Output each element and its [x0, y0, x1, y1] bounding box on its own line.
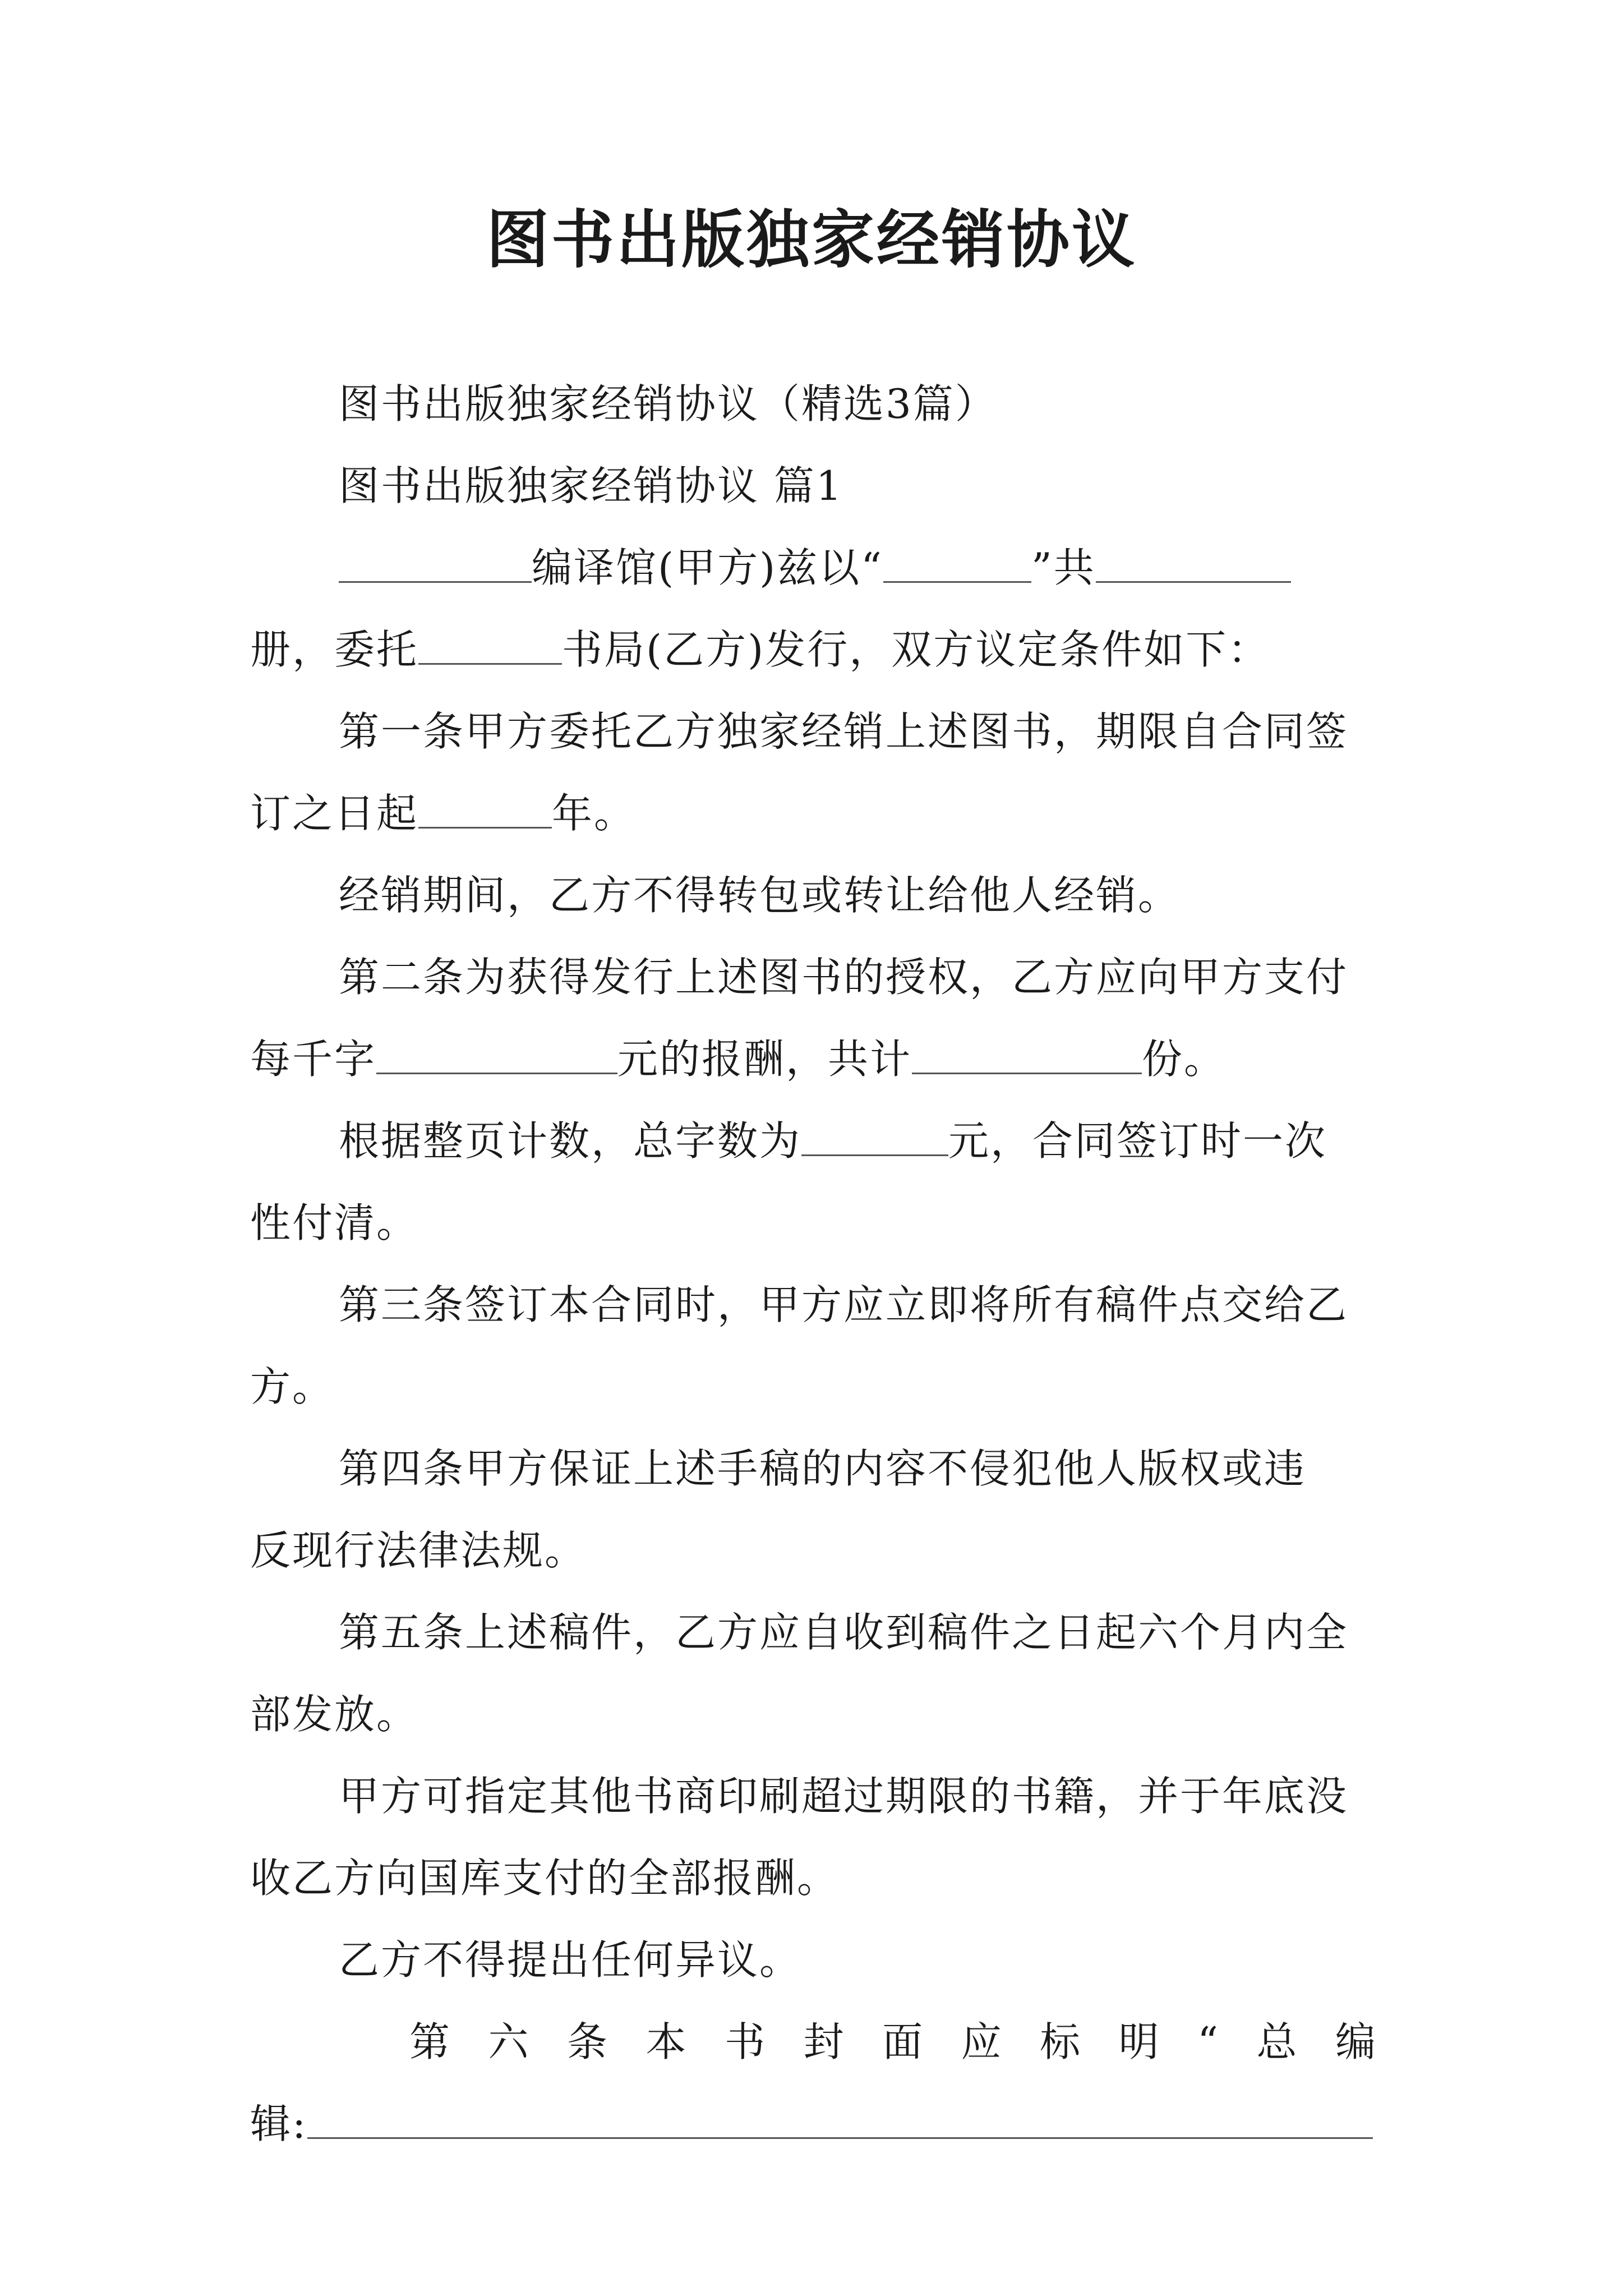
text-segment: 根据整页计数，总字数为 [339, 1117, 802, 1165]
paragraph-intro-line-2 [250, 616, 1377, 683]
article-2-line-2 [250, 1025, 1377, 1093]
text-segment: 每千字 [250, 1036, 377, 1083]
article-3-line-1: 第三条签订本合同时，甲方应立即将所有稿件点交给乙 [339, 1281, 1349, 1328]
section-heading: 图书出版独家经销协议 篇1 [339, 462, 843, 509]
text-segment: 辑: [250, 2100, 308, 2147]
text-char: 封 [803, 2018, 846, 2065]
text-segment: 册，委托 [250, 626, 419, 673]
article-5-line-1: 第五条上述稿件，乙方应自收到稿件之日起六个月内全 [339, 1609, 1349, 1656]
text-char: “ [1197, 2018, 1220, 2065]
fill-blank [1096, 534, 1291, 583]
document-title: 图书出版独家经销协议 [486, 203, 1137, 277]
article-1-note: 经销期间，乙方不得转包或转让给他人经销。 [339, 872, 1181, 919]
text-segment: 书局(乙方)发行，双方议定条件如下： [562, 626, 1270, 673]
text-char: 应 [961, 2018, 1003, 2065]
article-4-line-1: 第四条甲方保证上述手稿的内容不侵犯他人版权或违 [339, 1445, 1307, 1492]
paragraph-intro-line-1 [339, 534, 1377, 601]
fill-blank [418, 780, 552, 829]
text-segment: ”共 [1031, 544, 1096, 591]
text-char: 第 [409, 2018, 452, 2065]
fill-blank [307, 2090, 1373, 2139]
article-4-line-2: 反现行法律法规。 [250, 1527, 587, 1574]
article-3-line-2: 方。 [250, 1363, 335, 1410]
article-5-line-5: 乙方不得提出任何异议。 [339, 1936, 802, 1984]
article-5-line-4: 收乙方向国库支付的全部报酬。 [250, 1855, 840, 1902]
article-2-line-4: 性付清。 [250, 1199, 419, 1246]
text-segment: 订之日起 [250, 790, 419, 837]
article-2-line-3 [339, 1107, 1377, 1175]
article-5-line-2: 部发放。 [250, 1691, 419, 1738]
text-char: 编 [1335, 2018, 1377, 2065]
article-1-line-1: 第一条甲方委托乙方独家经销上述图书，期限自合同签 [339, 708, 1349, 755]
text-segment: 元的报酬，共计 [617, 1036, 912, 1083]
text-segment: 元，合同签订时一次 [948, 1117, 1327, 1165]
article-1-line-2 [250, 780, 1377, 847]
fill-blank [883, 534, 1031, 583]
article-5-line-3: 甲方可指定其他书商印刷超过期限的书籍，并于年底没 [339, 1773, 1349, 1820]
text-char: 总 [1256, 2018, 1299, 2065]
text-char: 面 [882, 2018, 925, 2065]
text-char: 六 [488, 2018, 531, 2065]
text-char: 本 [645, 2018, 688, 2065]
fill-blank [376, 1025, 617, 1074]
text-char: 标 [1040, 2018, 1082, 2065]
text-segment: 编译馆(甲方)兹以“ [532, 544, 883, 591]
article-6-line-2 [250, 2090, 1377, 2157]
text-char: 条 [567, 2018, 610, 2065]
fill-blank [418, 616, 562, 665]
subtitle: 图书出版独家经销协议（精选3篇） [339, 380, 997, 427]
article-6-line-1 [409, 2008, 1377, 2076]
fill-blank [801, 1107, 948, 1156]
text-char: 书 [725, 2018, 767, 2065]
text-char: 明 [1118, 2018, 1161, 2065]
text-segment: 份。 [1142, 1036, 1227, 1083]
text-segment: 年。 [552, 790, 637, 837]
fill-blank [339, 534, 532, 583]
fill-blank [912, 1025, 1142, 1074]
article-2-line-1: 第二条为获得发行上述图书的授权，乙方应向甲方支付 [339, 954, 1349, 1001]
